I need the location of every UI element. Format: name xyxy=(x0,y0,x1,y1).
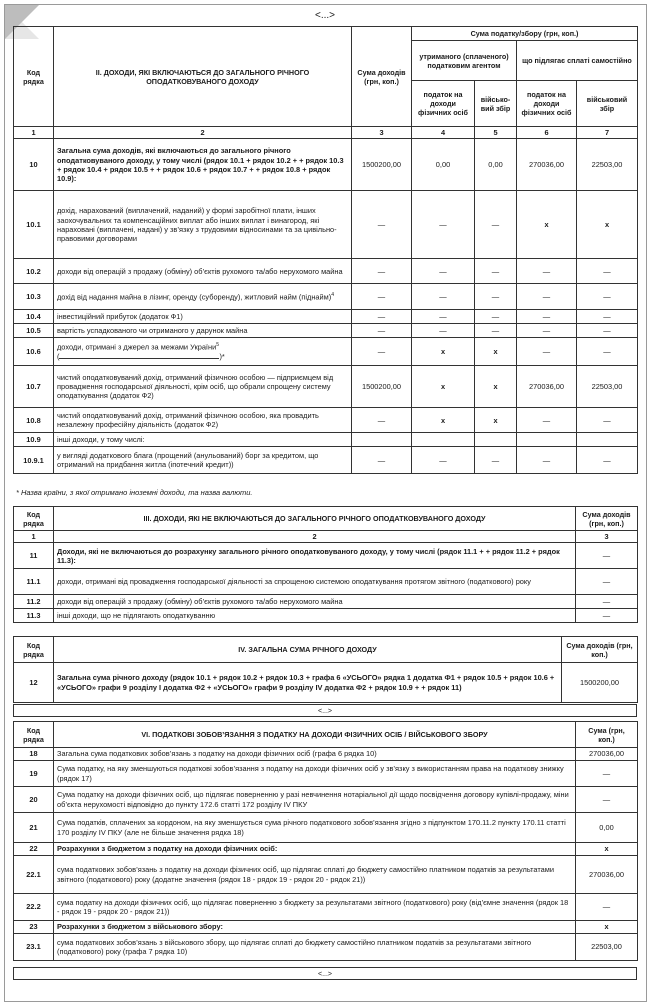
row-description: інвестиційний прибуток (додаток Ф1) xyxy=(54,310,352,324)
table-row xyxy=(14,813,638,843)
header-pdfo-self: податок на доходи фізичних осіб xyxy=(517,81,577,127)
header-section-title: II. ДОХОДИ, ЯКІ ВКЛЮЧАЮТЬСЯ ДО ЗАГАЛЬНОГО РІЧНОГО ОПОДАТКОВУВАНОГО ДОХОДУ xyxy=(54,27,352,127)
cell-income: 1500200,00 xyxy=(352,139,412,191)
cell-military-withheld: — xyxy=(475,259,517,284)
row-description: доходи від операцій з продажу (обміну) об’єктів рухомого та/або нерухомого майна xyxy=(54,259,352,284)
table-row xyxy=(14,259,638,284)
header-pdfo-withheld: податок на доходи фізичних осіб xyxy=(412,81,475,127)
cell-income: — xyxy=(352,310,412,324)
header-section-title: IV. ЗАГАЛЬНА СУМА РІЧНОГО ДОХОДУ xyxy=(54,637,562,663)
cell-pdfo-self: 270036,00 xyxy=(517,139,577,191)
table-row xyxy=(14,595,638,609)
row-code: 10.9.1 xyxy=(14,447,54,474)
row-description: Сума податків, сплачених за кордоном, на яку зменшується сума річного податкового зобов’язання згідно з підпунктом 170.11.2 пункту 170.11 статті 170 розділу IV ПКУ (але не більше значення рядка 18) xyxy=(54,813,576,843)
country-currency-blank xyxy=(59,351,219,359)
header-sum: Сума (грн, коп.) xyxy=(576,722,638,748)
row-description: інші доходи, що не підлягають оподаткуванню xyxy=(54,609,576,623)
header-income-sum: Сума доходів (грн, коп.) xyxy=(562,637,638,663)
cell-value: 1500200,00 xyxy=(562,663,638,703)
table-row xyxy=(14,761,638,787)
cell-military-withheld: 0,00 xyxy=(475,139,517,191)
column-number: 2 xyxy=(54,531,576,543)
header-section-title: VI. ПОДАТКОВІ ЗОБОВ’ЯЗАННЯ З ПОДАТКУ НА ДОХОДИ ФІЗИЧНИХ ОСІБ / ВІЙСЬКОВОГО ЗБОРУ xyxy=(54,722,576,748)
row-code: 22.2 xyxy=(14,894,54,921)
row-description: Розрахунки з бюджетом з військового збору: xyxy=(54,921,576,934)
cell-military-withheld: — xyxy=(475,324,517,338)
ellipsis-top: <...> xyxy=(314,10,335,21)
table-row xyxy=(14,748,638,761)
cell-military-self xyxy=(577,433,638,447)
column-number: 6 xyxy=(517,127,577,139)
row-code: 18 xyxy=(14,748,54,761)
cell-military-self: 22503,00 xyxy=(577,366,638,408)
row-description: сума податку на доходи фізичних осіб, що підлягає поверненню з бюджету за результатами звітного (податкового) року (від’ємне значення (рядок 18 - рядок 19 - рядок 20 - рядок 21)) xyxy=(54,894,576,921)
row-description: дохід, нарахований (виплачений, наданий) у формі заробітної плати, інших заохочувальних та компенсаційних виплат або інших виплат і винагород, які нараховані (виплачені, надані) у зв’язку з трудовими відносинами та за цивільно-правовими договорами xyxy=(54,191,352,259)
table-section-6 xyxy=(13,721,638,961)
table-row xyxy=(14,569,638,595)
cell-pdfo-withheld: x xyxy=(412,408,475,433)
table-row xyxy=(14,284,638,310)
cell-military-withheld: — xyxy=(475,310,517,324)
cell-pdfo-self: — xyxy=(517,310,577,324)
table-row xyxy=(14,934,638,961)
column-number: 4 xyxy=(412,127,475,139)
table-row xyxy=(14,894,638,921)
cell-pdfo-self: — xyxy=(517,284,577,310)
table-row xyxy=(14,408,638,433)
table-row xyxy=(14,433,638,447)
table-row xyxy=(14,609,638,623)
header-tax-sum: Сума податку/збору (грн, коп.) xyxy=(412,27,638,41)
cell-income: — xyxy=(352,408,412,433)
row-code: 10.6 xyxy=(14,338,54,366)
cell-military-withheld xyxy=(475,433,517,447)
cell-military-self: x xyxy=(577,191,638,259)
table-row xyxy=(14,856,638,894)
cell-military-self: 22503,00 xyxy=(577,139,638,191)
cell-income xyxy=(352,433,412,447)
cell-military-withheld: x xyxy=(475,366,517,408)
table-row xyxy=(14,447,638,474)
cell-value: — xyxy=(576,595,638,609)
cell-pdfo-withheld: — xyxy=(412,259,475,284)
cell-pdfo-self: — xyxy=(517,408,577,433)
cell-military-self: — xyxy=(577,310,638,324)
row-code: 11.3 xyxy=(14,609,54,623)
header-section-title: III. ДОХОДИ, ЯКІ НЕ ВКЛЮЧАЮТЬСЯ ДО ЗАГАЛЬНОГО РІЧНОГО ОПОДАТКОВУВАНОГО ДОХОДУ xyxy=(54,507,576,531)
table-row xyxy=(14,787,638,813)
row-code: 19 xyxy=(14,761,54,787)
cell-value: 0,00 xyxy=(576,813,638,843)
row-code: 22 xyxy=(14,843,54,856)
cell-pdfo-withheld: x xyxy=(412,366,475,408)
header-code: Код рядка xyxy=(14,507,54,531)
row-code: 12 xyxy=(14,663,54,703)
table-row xyxy=(14,139,638,191)
cell-military-self: — xyxy=(577,408,638,433)
table-row xyxy=(14,663,638,703)
cell-military-withheld: x xyxy=(475,338,517,366)
row-code: 10.3 xyxy=(14,284,54,310)
row-code: 10.1 xyxy=(14,191,54,259)
table-row xyxy=(14,324,638,338)
row-code: 10.7 xyxy=(14,366,54,408)
column-number: 1 xyxy=(14,531,54,543)
cell-value: — xyxy=(576,609,638,623)
footnote-ref: 4 xyxy=(331,291,334,298)
cell-military-self: — xyxy=(577,447,638,474)
row-description: чистий оподатковуваний дохід, отриманий фізичною особою — підприємцем від провадження господарської діяльності, крім осіб, що обрали спрощену систему оподаткування (додаток Ф2) xyxy=(54,366,352,408)
row-description: доходи, отримані з джерел за межами України$^5$ ( )* xyxy=(54,338,352,366)
row-description xyxy=(54,284,352,310)
table-row xyxy=(14,191,638,259)
cell-value: — xyxy=(576,761,638,787)
table-row xyxy=(14,310,638,324)
cell-value: 270036,00 xyxy=(576,748,638,761)
cell-value: x xyxy=(576,921,638,934)
cell-military-self: — xyxy=(577,259,638,284)
row-description-text: доходи, отримані з джерел за межами України xyxy=(57,342,217,352)
ellipsis-separator-bottom: <...> xyxy=(13,967,637,980)
table-row xyxy=(14,543,638,569)
header-withheld: утриманого (сплаченого) податковим агентом xyxy=(412,41,517,81)
cell-value: 270036,00 xyxy=(576,856,638,894)
cell-pdfo-withheld: — xyxy=(412,191,475,259)
cell-value: — xyxy=(576,569,638,595)
row-code: 10.9 xyxy=(14,433,54,447)
cell-pdfo-self: — xyxy=(517,324,577,338)
row-code: 11 xyxy=(14,543,54,569)
row-description: Доходи, які не включаються до розрахунку загального річного оподатковуваного доходу, у тому числі (рядок 11.1 + + рядок 11.2 + рядок 11.3): xyxy=(54,543,576,569)
cell-pdfo-withheld: — xyxy=(412,284,475,310)
header-military-withheld: військо-вий збір xyxy=(475,81,517,127)
cell-pdfo-withheld: x xyxy=(412,338,475,366)
row-description: сума податкових зобов’язань з військового збору, що підлягає сплаті до бюджету самостійно платником податків за результатами звітного (податкового) року (графа 7 рядка 10) xyxy=(54,934,576,961)
row-code: 10 xyxy=(14,139,54,191)
row-description: Розрахунки з бюджетом з податку на доходи фізичних осіб: xyxy=(54,843,576,856)
header-code: Код рядка xyxy=(14,722,54,748)
row-description: доходи від операцій з продажу (обміну) об’єктів рухомого та/або нерухомого майна xyxy=(54,595,576,609)
cell-military-withheld: x xyxy=(475,408,517,433)
cell-income: — xyxy=(352,191,412,259)
cell-pdfo-self xyxy=(517,433,577,447)
column-number: 3 xyxy=(352,127,412,139)
cell-income: — xyxy=(352,259,412,284)
row-description: сума податкових зобов’язань з податку на доходи фізичних осіб, що підлягає сплаті до бюджету самостійно платником податків за результатами звітного (податкового) року (додатне значення (рядок 18 - рядок 19 - рядок 20 - рядок 21)) xyxy=(54,856,576,894)
row-code: 23.1 xyxy=(14,934,54,961)
row-code: 10.4 xyxy=(14,310,54,324)
cell-pdfo-withheld xyxy=(412,433,475,447)
cell-income: 1500200,00 xyxy=(352,366,412,408)
cell-military-withheld: — xyxy=(475,284,517,310)
cell-value: 22503,00 xyxy=(576,934,638,961)
cell-military-withheld: — xyxy=(475,447,517,474)
cell-pdfo-self: — xyxy=(517,447,577,474)
table-row xyxy=(14,921,638,934)
column-number: 3 xyxy=(576,531,638,543)
column-number: 7 xyxy=(577,127,638,139)
cell-value: — xyxy=(576,787,638,813)
row-code: 21 xyxy=(14,813,54,843)
table-row xyxy=(14,366,638,408)
row-description: інші доходи, у тому числі: xyxy=(54,433,352,447)
star-marker: )* xyxy=(219,352,225,362)
cell-military-self: — xyxy=(577,338,638,366)
row-description: чистий оподатковуваний дохід, отриманий фізичною особою, яка провадить незалежну професійну діяльність (додаток Ф2) xyxy=(54,408,352,433)
header-income-sum: Сума доходів (грн, коп.) xyxy=(576,507,638,531)
row-description: Сума податку, на яку зменшуються податкові зобов’язання з податку на доходи фізичних осіб у зв’язку з використанням права на податкову знижку (рядок 17) xyxy=(54,761,576,787)
cell-military-self: — xyxy=(577,324,638,338)
row-description: вартість успадкованого чи отриманого у дарунок майна xyxy=(54,324,352,338)
cell-military-withheld: — xyxy=(475,191,517,259)
header-military-self: військовий збір xyxy=(577,81,638,127)
table-row xyxy=(14,338,638,366)
cell-pdfo-self: x xyxy=(517,191,577,259)
cell-value: — xyxy=(576,543,638,569)
footnote: * Назва країни, з якої отримано іноземні доходи, та назва валюти. xyxy=(16,488,253,497)
column-number: 5 xyxy=(475,127,517,139)
cell-military-self: — xyxy=(577,284,638,310)
header-code: Код рядка xyxy=(14,27,54,127)
cell-pdfo-withheld: 0,00 xyxy=(412,139,475,191)
row-code: 22.1 xyxy=(14,856,54,894)
table-section-3 xyxy=(13,506,638,623)
cell-income: — xyxy=(352,447,412,474)
row-code: 10.8 xyxy=(14,408,54,433)
cell-pdfo-withheld: — xyxy=(412,310,475,324)
table-section-2 xyxy=(13,26,638,474)
cell-pdfo-self: — xyxy=(517,259,577,284)
cell-income: — xyxy=(352,324,412,338)
header-income-sum: Сума доходів (грн, коп.) xyxy=(352,27,412,127)
row-code: 10.2 xyxy=(14,259,54,284)
row-description: Загальна сума доходів, які включаються до загального річного оподатковуваного доходу, у тому числі (рядок 10.1 + рядок 10.2 + + рядок 10.3 + рядок 10.4 + рядок 10.5 + + рядок 10.6 + рядок 10.7 + + рядок 10.8 + рядок 10.9): xyxy=(54,139,352,191)
cell-pdfo-self: 270036,00 xyxy=(517,366,577,408)
table-section-4 xyxy=(13,636,638,703)
row-code: 10.5 xyxy=(14,324,54,338)
cell-value: — xyxy=(576,894,638,921)
row-description: Загальна сума податкових зобов’язань з податку на доходи фізичних осіб (графа 6 рядка 10) xyxy=(54,748,576,761)
row-description-text: дохід від надання майна в лізинг, оренду (суборенду), житловий найм (піднайм) xyxy=(57,292,332,302)
cell-pdfo-self: — xyxy=(517,338,577,366)
cell-pdfo-withheld: — xyxy=(412,324,475,338)
table-row xyxy=(14,843,638,856)
footnote-ref: 5 xyxy=(216,341,219,348)
row-description: Сума податку на доходи фізичних осіб, що підлягає поверненню у разі невчинення нотаріальної дії щодо посвідчення договору купівлі-продажу, міни об’єкта нерухомості відповідно до пункту 172.6 статті 172 розділу IV ПКУ xyxy=(54,787,576,813)
header-code: Код рядка xyxy=(14,637,54,663)
row-description: Загальна сума річного доходу (рядок 10.1 + рядок 10.2 + рядок 10.3 + графа 6 «УСЬОГО» рядка 1 додатка Ф1 + рядок 10.5 + рядок 10.6 + «УСЬОГО» графи 9 розділу І додатка Ф2 + «УСЬОГО» графи 9 розділу IV додатка Ф2 + рядок 10.9 + + рядок 11) xyxy=(54,663,562,703)
cell-income: — xyxy=(352,338,412,366)
row-code: 11.2 xyxy=(14,595,54,609)
column-number: 1 xyxy=(14,127,54,139)
cell-value: x xyxy=(576,843,638,856)
ellipsis-separator: <...> xyxy=(13,704,637,717)
cell-income: — xyxy=(352,284,412,310)
row-code: 23 xyxy=(14,921,54,934)
column-number: 2 xyxy=(54,127,352,139)
row-description: у вигляді додаткового блага (прощений (анульований) борг за кредитом, що отриманий на придбання житла (іпотечний кредит)) xyxy=(54,447,352,474)
header-self-paid: що підлягає сплаті самостійно xyxy=(517,41,638,81)
row-description: доходи, отримані від провадження господарської діяльності за спрощеною системою оподаткування протягом звітного (податкового) року xyxy=(54,569,576,595)
cell-pdfo-withheld: — xyxy=(412,447,475,474)
row-code: 11.1 xyxy=(14,569,54,595)
row-code: 20 xyxy=(14,787,54,813)
